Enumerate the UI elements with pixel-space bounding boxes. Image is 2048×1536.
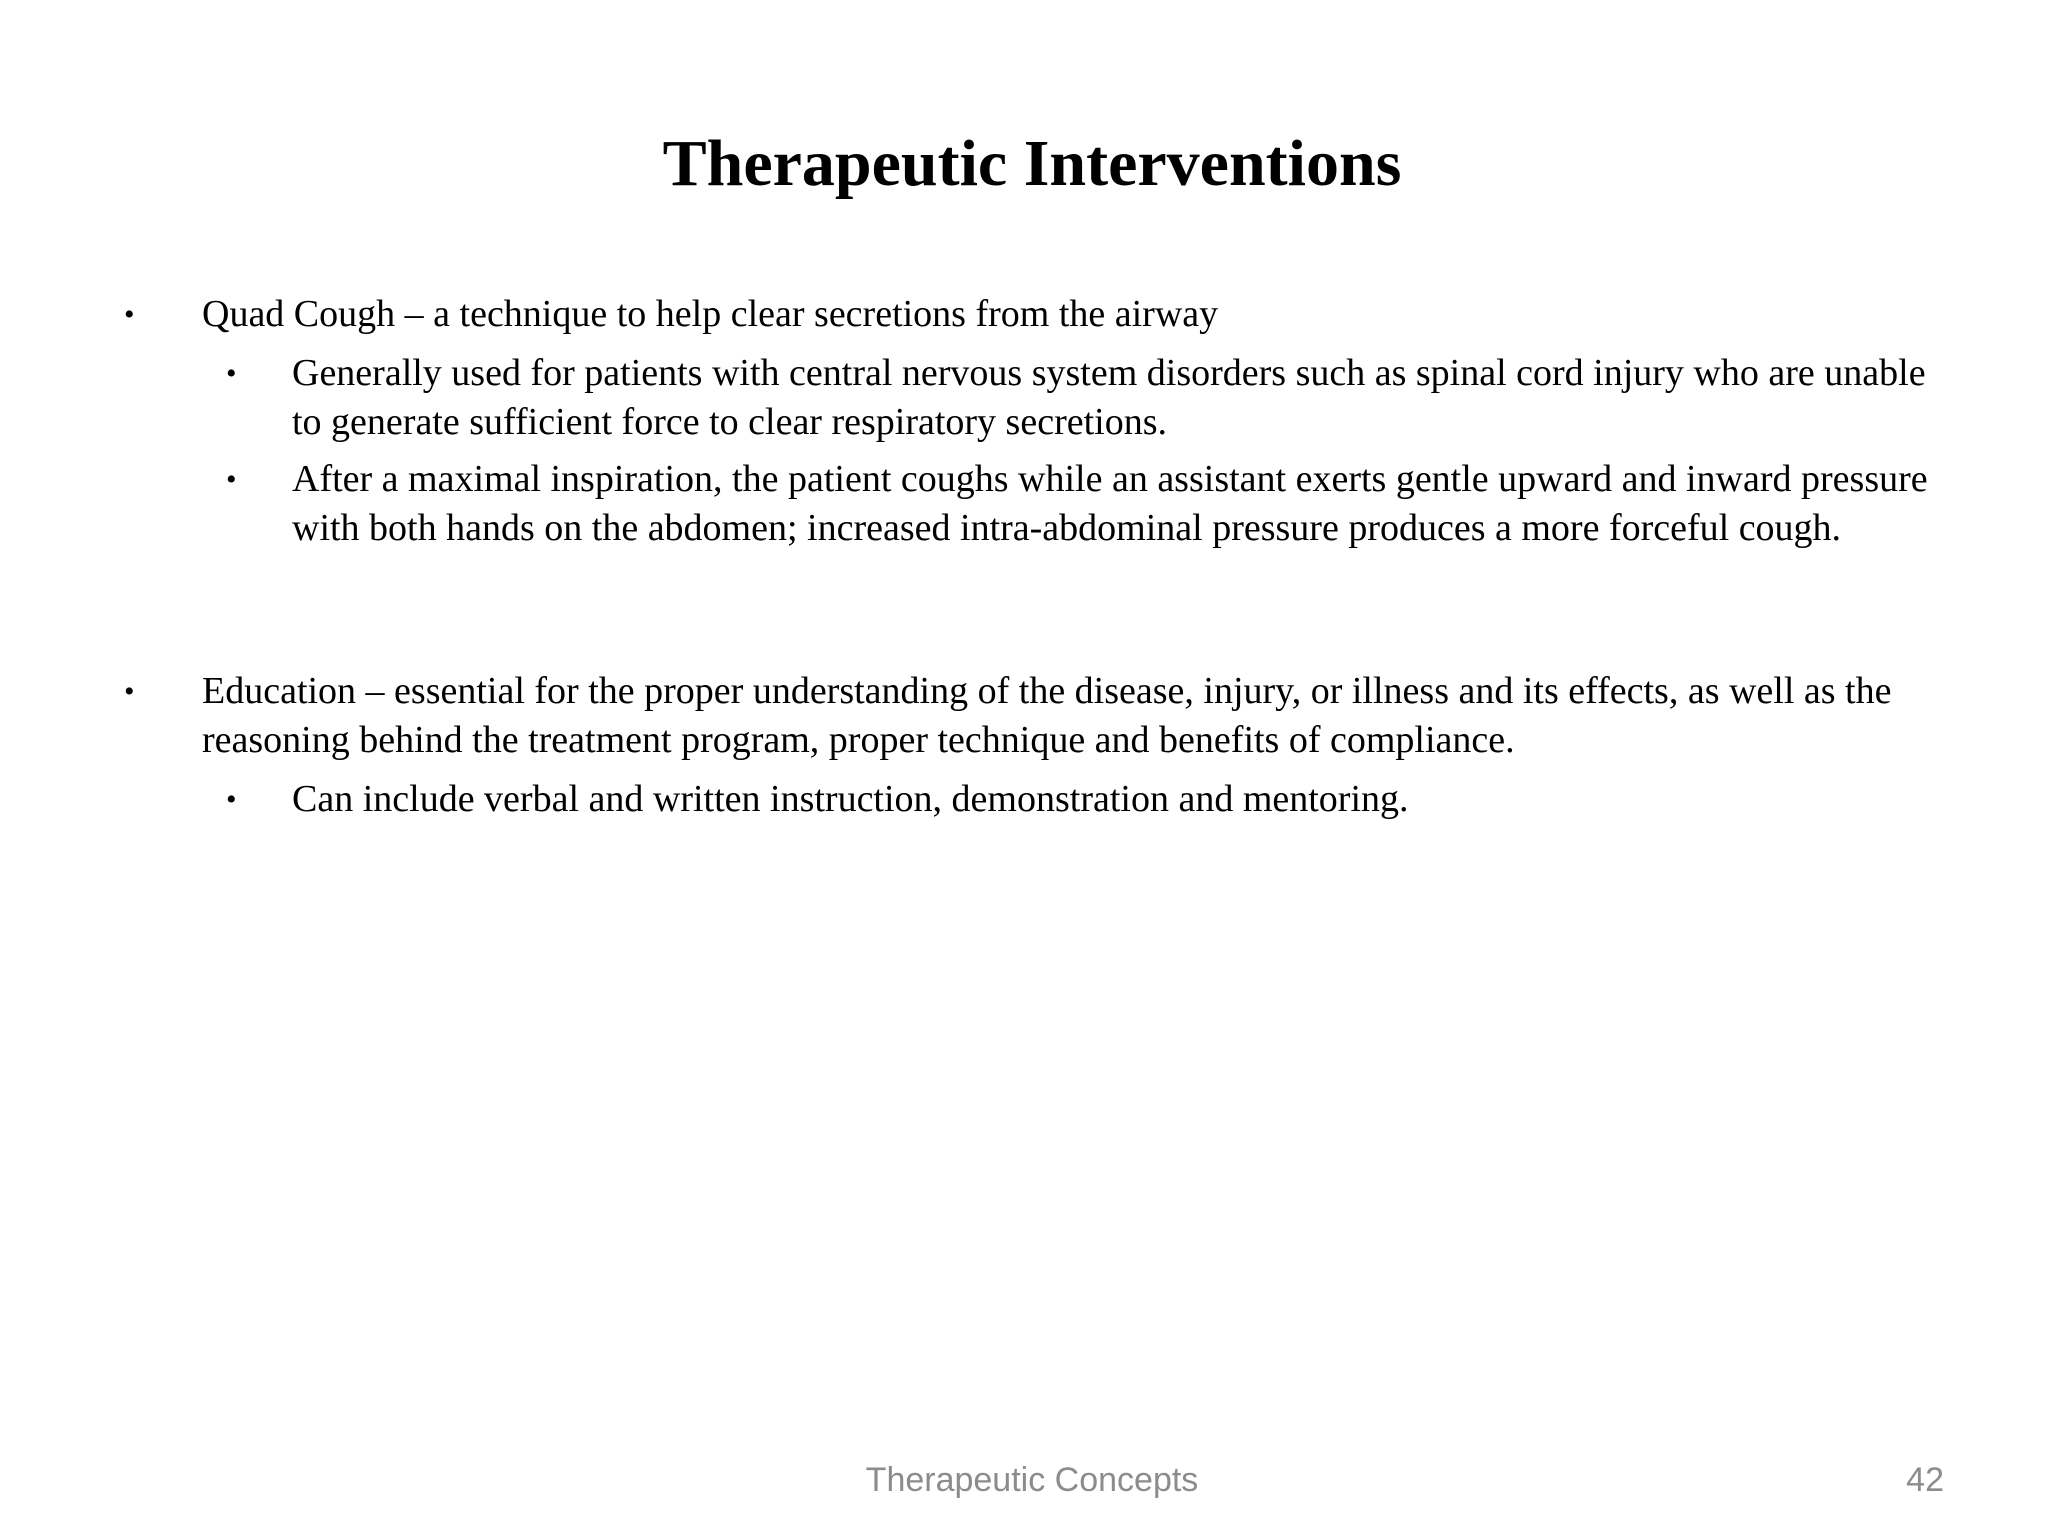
bullet-icon: • bbox=[124, 675, 135, 708]
sub-bullet-icon: • bbox=[226, 783, 237, 816]
page-number: 42 bbox=[1906, 1461, 1944, 1499]
sub-item-technique: After a maximal inspiration, the patient coughs while an assistant exerts gentle upward and inward pressure with both hands on the abdomen; increased intra-abdominal pressure produces a more forceful cough. bbox=[292, 458, 1928, 549]
bullet-icon: • bbox=[124, 298, 135, 331]
sub-bullet-icon: • bbox=[226, 463, 237, 496]
list-item-education: Education – essential for the proper understanding of the disease, injury, or illness and its effects, as well as the reasoning behind the treatment program, proper technique and benefits of compliance. bbox=[202, 670, 1892, 761]
sub-item-instruction: Can include verbal and written instruction, demonstration and mentoring. bbox=[292, 778, 1409, 820]
footer-title: Therapeutic Concepts bbox=[865, 1461, 1199, 1499]
slide-title: Therapeutic Interventions bbox=[662, 127, 1402, 200]
list-item-quad-cough: Quad Cough – a technique to help clear secretions from the airway bbox=[202, 293, 1219, 335]
sub-item-cns-disorders: Generally used for patients with central nervous system disorders such as spinal cord injury who are unable to generate sufficient force to clear respiratory secretions. bbox=[292, 352, 1926, 443]
sub-bullet-icon: • bbox=[226, 357, 237, 390]
